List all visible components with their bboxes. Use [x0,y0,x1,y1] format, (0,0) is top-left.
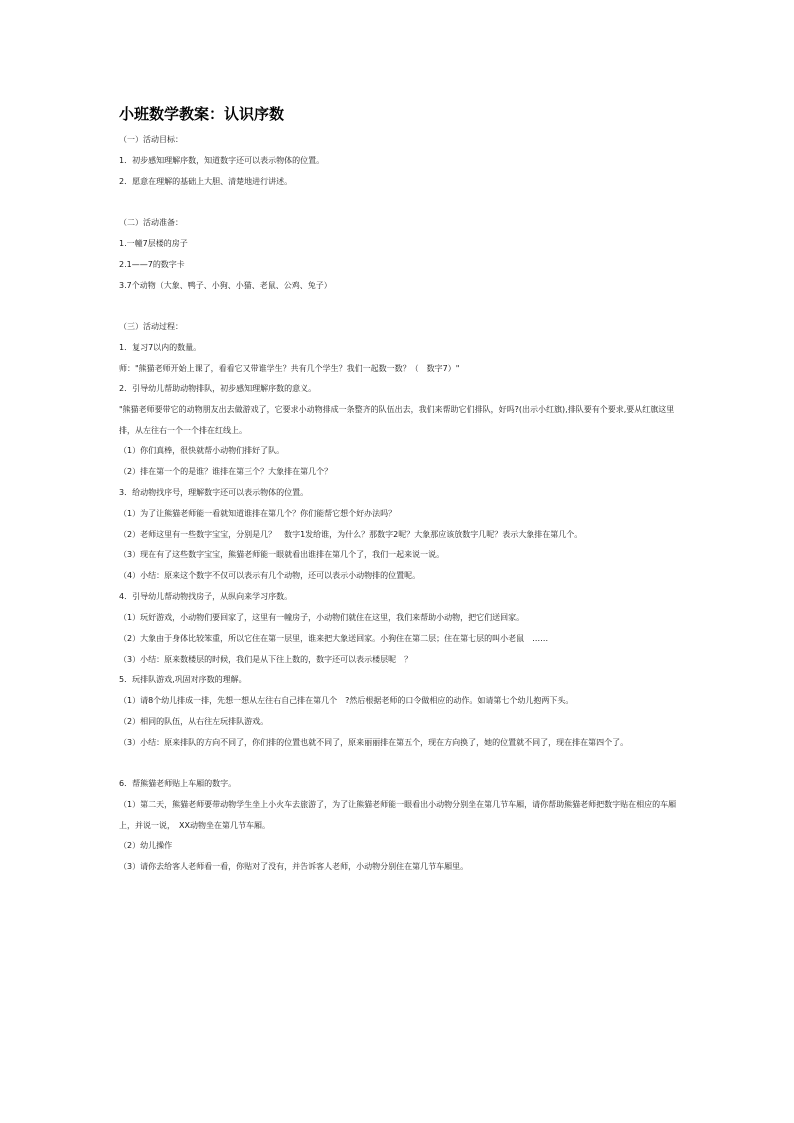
process-item: （2）大象由于身体比较笨重，所以它住在第一层里，谁来把大象送回家。小狗住在第二层；住在第七层的叫小老鼠 …… [119,634,549,643]
process-paragraph: （3）小结：原来排队的方向不同了，你们排的位置也就不同了，原来丽丽排在第五个，现在方向换了，她的位置就不同了，现在排在第四个了。 [119,738,629,747]
section-heading-process: （三）活动过程： [119,322,183,331]
process-item: 2．引导幼儿帮助动物排队，初步感知理解序数的意义。 [119,384,317,393]
section-heading-goals: （一）活动目标： [119,135,183,144]
process-item: 6．帮熊猫老师贴上车厢的数字。 [119,779,237,788]
process-item: （2）相同的队伍，从右往左玩排队游戏。 [119,717,269,726]
section-heading-prep: （二）活动准备： [119,218,183,227]
process-item: （4）小结：原来这个数字不仅可以表示有几个动物，还可以表示小动物排的位置呢。 [119,571,421,580]
process-item: （1）你们真棒，很快就帮小动物们排好了队。 [119,446,285,455]
page-title: 小班数学教案：认识序数 [119,105,285,123]
prep-item: 2.1——7的数字卡 [119,260,185,269]
process-item: （3）小结：原来数楼层的时候，我们是从下往上数的，数字还可以表示楼层呢 ？ [119,655,413,664]
process-item: （2）老师这里有一些数字宝宝，分别是几？ 数字1发给谁，为什么？那数字2呢？大象那应该放数字几呢？表示大象排在第几个。 [119,530,583,539]
process-item: （1）为了让熊猫老师能一看就知道谁排在第几个？你们能帮它想个好办法吗？ [119,509,397,518]
goal-item: 1．初步感知理解序数，知道数字还可以表示物体的位置。 [119,156,325,165]
process-item: 1．复习7以内的数量。 [119,343,202,352]
process-item: （1）玩好游戏，小动物们要回家了，这里有一幢房子，小动物们就住在这里，我们来帮助小动物，把它们送回家。 [119,613,525,622]
process-item: （3）现在有了这些数字宝宝，熊猫老师能一眼就看出谁排在第几个了，我们一起来说一说。 [119,550,445,559]
process-paragraph: （1）第二天，熊猫老师要带动物学生坐上小火车去旅游了，为了让熊猫老师能一眼看出小动物分别坐在第几节车厢，请你帮助熊猫老师把数字贴在相应的车厢上，并说一说， XX动物坐在第几节车厢。 [119,800,677,830]
process-item: 5．玩排队游戏,巩固对序数的理解。 [119,675,247,684]
process-item: （1）请8个幼儿排成一排，先想一想从左往右自己排在第几个 ?然后根据老师的口令做相应的动作。如请第七个幼儿抱两下头。 [119,696,574,705]
process-item: 3．给动物找序号，理解数字还可以表示物体的位置。 [119,488,309,497]
process-item: （3）请你去给客人老师看一看，你贴对了没有，并告诉客人老师，小动物分别住在第几节车厢里。 [119,862,469,871]
process-item: 4．引导幼儿帮动物找房子，从纵向来学习序数。 [119,592,293,601]
process-item: （2）排在第一个的是谁？谁排在第三个？大象排在第几个？ [119,467,333,476]
prep-item: 3.7个动物（大象、鸭子、小狗、小猫、老鼠、公鸡、兔子） [119,281,332,290]
process-paragraph: "熊猫老师要带它的动物朋友出去做游戏了，它要求小动物排成一条整齐的队伍出去，我们来帮助它们排队，好吗?(出示小红旗),排队要有个要求,要从红旗这里排，从左往右一个一个排在红线上。 [119,405,675,435]
process-item: （2）幼儿操作 [119,841,173,850]
prep-item: 1.一幢7层楼的房子 [119,239,188,248]
process-item: 师："熊猫老师开始上课了，看看它又带谁学生？共有几个学生？我们一起数一数？（ 数字7）" [119,364,460,373]
goal-item: 2．愿意在理解的基础上大胆、清楚地进行讲述。 [119,177,293,186]
